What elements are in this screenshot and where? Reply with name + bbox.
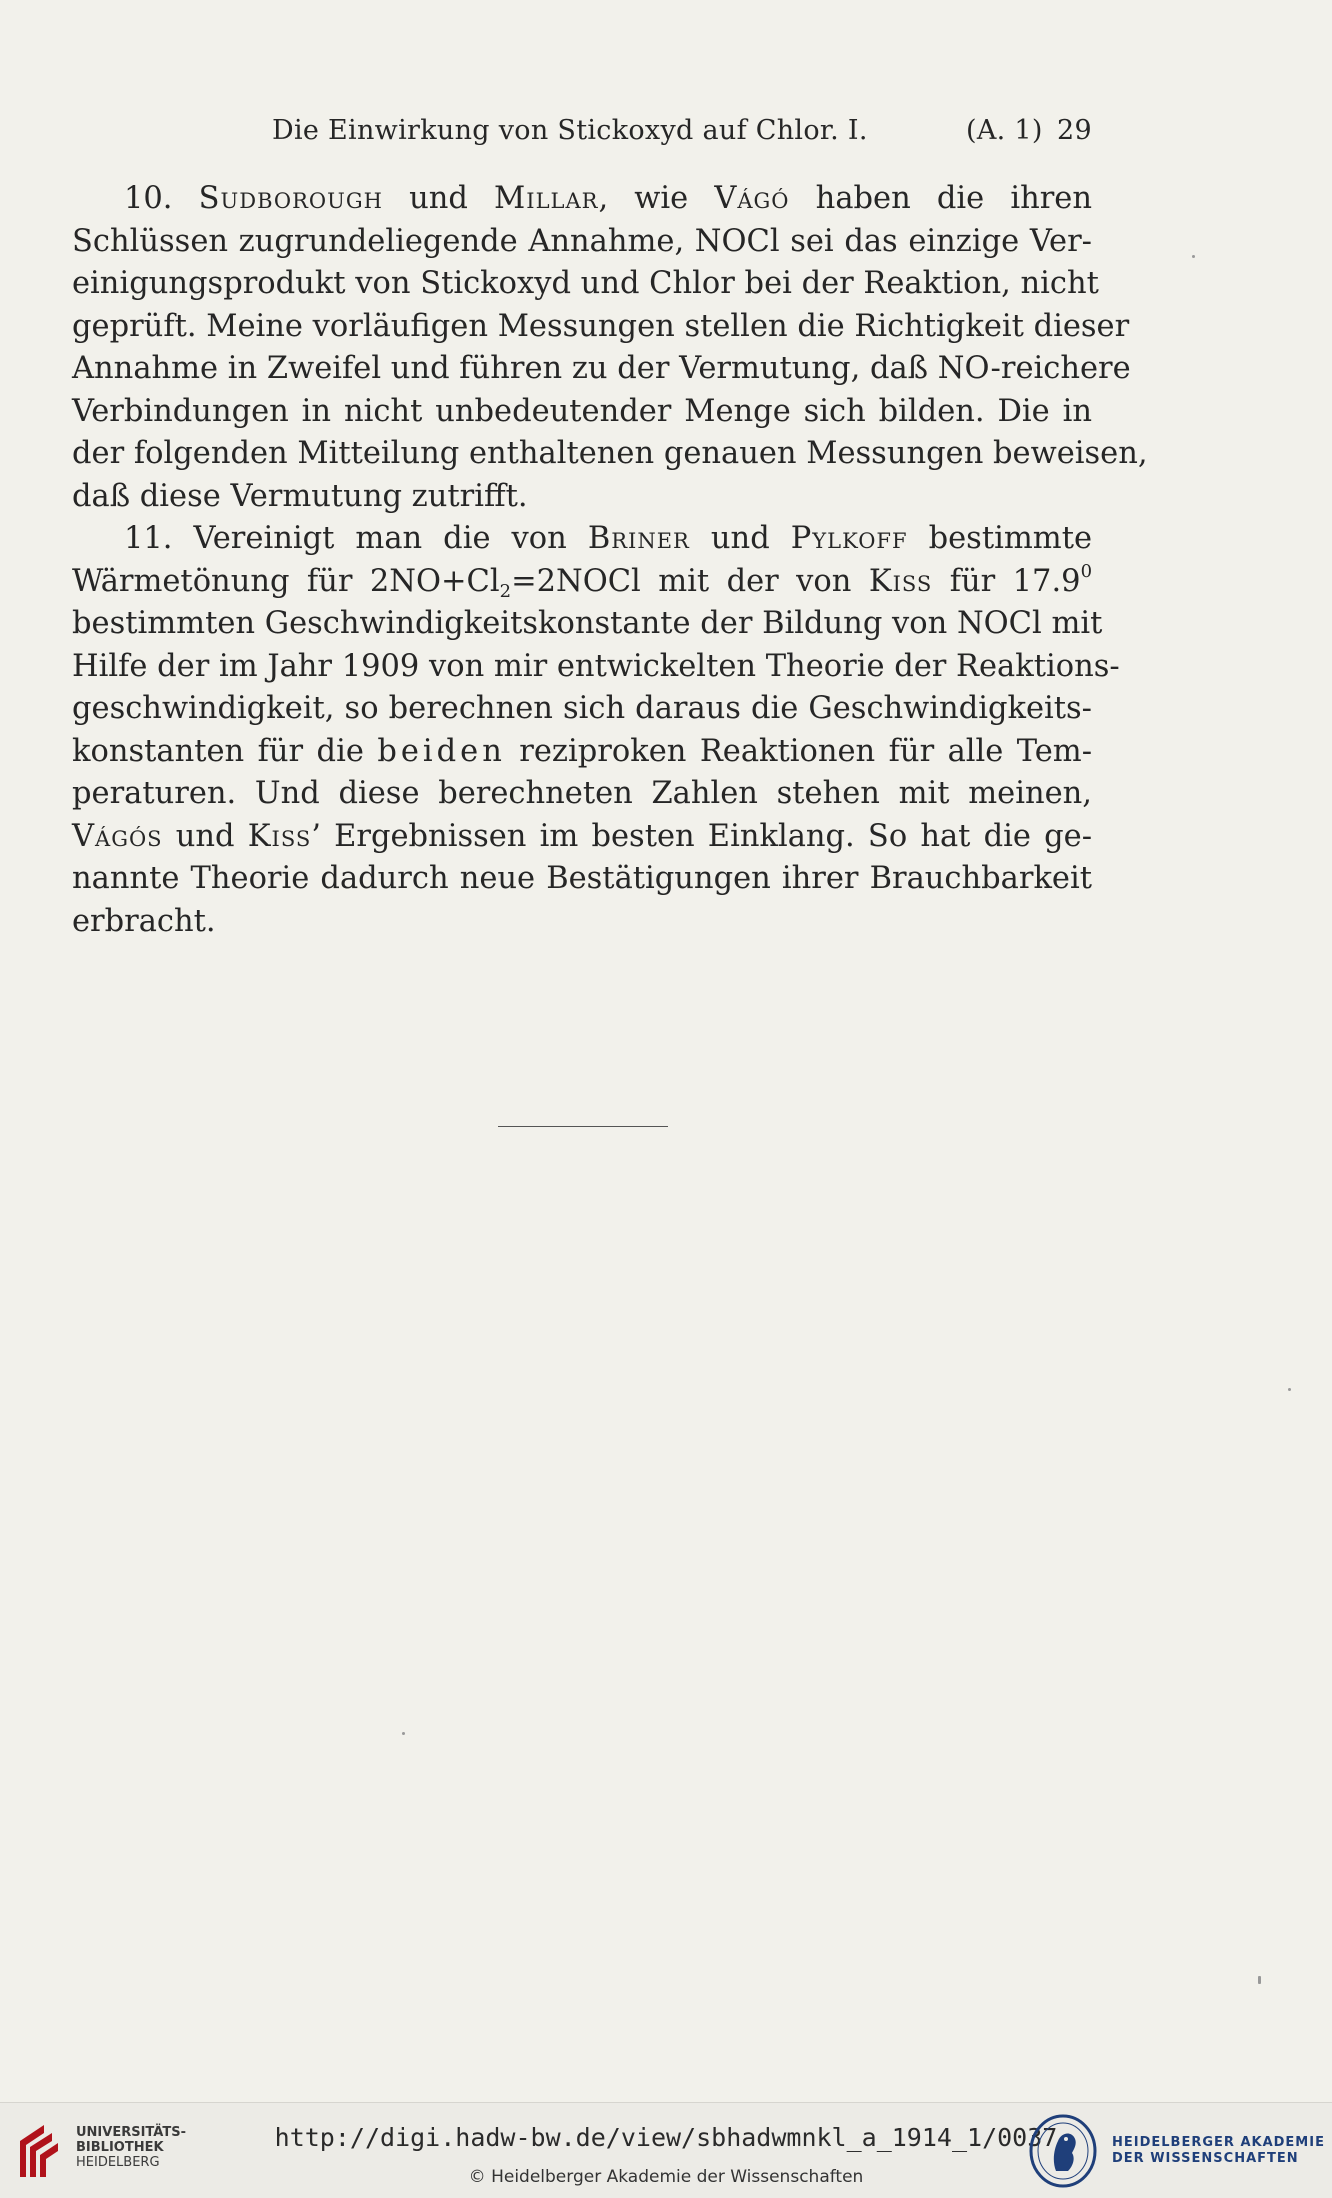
text-line: Schlüssen zugrundeliegende Annahme, NOCl sei das einzige Ver- [72, 223, 1092, 259]
text-line: einigungsprodukt von Stickoxyd und Chlor bei der Reaktion, nicht [72, 266, 1099, 301]
text-line: bestimmten Geschwindigkeitskonstante der Bildung von NOCl mit [72, 606, 1103, 641]
paragraph-10 [72, 178, 1148, 518]
text-line: Annahme in Zweifel und führen zu der Vermutung, daß NO-reichere [72, 351, 1131, 386]
author-name: Pylkoff [790, 521, 908, 556]
text-line: geschwindigkeit, so berechnen sich daraus die Geschwindigkeits- [72, 691, 1092, 726]
text-line: der folgenden Mitteilung enthaltenen genauen Messungen beweisen, [72, 436, 1148, 471]
text-span: für 17.9 [932, 563, 1081, 599]
academy-line: HEIDELBERGER AKADEMIE [1112, 2135, 1325, 2150]
copyright-notice: © Heidelberger Akademie der Wissenschaften [468, 2167, 864, 2187]
text-line: erbracht. [72, 903, 216, 939]
paper-speck [1192, 255, 1195, 258]
paper-speck [1288, 1388, 1291, 1391]
text-line: geprüft. Meine vorläufigen Messungen stellen die Richtigkeit dieser [72, 308, 1130, 344]
body-text [72, 178, 1148, 943]
text-line: nannte Theorie dadurch neue Bestätigungen ihrer Brauchbarkeit [72, 861, 1092, 896]
author-name: Millar [494, 181, 599, 216]
text-span: 11. Vereinigt man die von [124, 521, 588, 556]
ub-line: UNIVERSITÄTS- [76, 2125, 186, 2140]
viewer-footer [0, 2102, 1332, 2198]
academy-name [1112, 2135, 1325, 2167]
author-name: Sudborough [198, 181, 383, 216]
text-line [72, 731, 1092, 774]
text-line [72, 816, 1092, 859]
text-line [72, 178, 1092, 221]
academy-line: DER WISSENSCHAFTEN [1112, 2151, 1299, 2166]
text-span: bestimmte [907, 521, 1092, 556]
text-span: Wärmetönung für 2NO+Cl [72, 563, 500, 599]
text-line [72, 518, 1092, 561]
text-span: reziproken Reaktionen für alle Tem- [505, 733, 1092, 769]
text-span: konstanten für die [72, 733, 378, 769]
permalink-url[interactable]: http://digi.hadw-bw.de/view/sbhadwmnkl_a_1914_1/0037 [274, 2123, 1058, 2152]
paper-speck [1258, 1976, 1261, 1984]
text-span: und [689, 521, 791, 556]
running-head-title: Die Einwirkung von Stickoxyd auf Chlor. I. [272, 115, 868, 146]
ub-line: HEIDELBERG [76, 2155, 160, 2170]
paragraph-11 [72, 518, 1120, 943]
paper-speck [402, 1732, 405, 1735]
text-span: =2NOCl mit der von [511, 563, 869, 599]
running-head-ref: (A. 1) [966, 115, 1043, 146]
author-name: Kiss [247, 818, 312, 854]
author-name: Briner [587, 521, 690, 556]
academy-seal-icon [1028, 2113, 1098, 2189]
author-name: Vágós [72, 818, 163, 854]
text-line: peraturen. Und diese berechneten Zahlen stehen mit meinen, [72, 776, 1092, 811]
text-line [72, 561, 1092, 604]
superscript: 0 [1080, 560, 1093, 582]
text-span: , wie [598, 181, 715, 216]
text-span: haben die ihren [789, 181, 1092, 216]
text-span: und [382, 181, 495, 216]
author-name: Vágó [714, 181, 790, 216]
author-name: Kiss [868, 563, 933, 599]
subscript: 2 [499, 580, 512, 602]
emphasis-spaced: beiden [377, 733, 506, 769]
page-number: 29 [1057, 115, 1092, 146]
text-span: und [162, 818, 248, 854]
text-line: daß diese Vermutung zutrifft. [72, 478, 528, 514]
paragraph-number: 10. [124, 181, 199, 216]
text-line: Verbindungen in nicht unbedeutender Menge sich bilden. Die in [72, 393, 1092, 429]
text-line: Hilfe der im Jahr 1909 von mir entwickelten Theorie der Reaktions- [72, 648, 1120, 684]
section-end-rule [498, 1126, 668, 1127]
ub-line: BIBLIOTHEK [76, 2140, 164, 2155]
text-span: ’ Ergebnissen im besten Einklang. So hat die ge- [311, 818, 1092, 854]
